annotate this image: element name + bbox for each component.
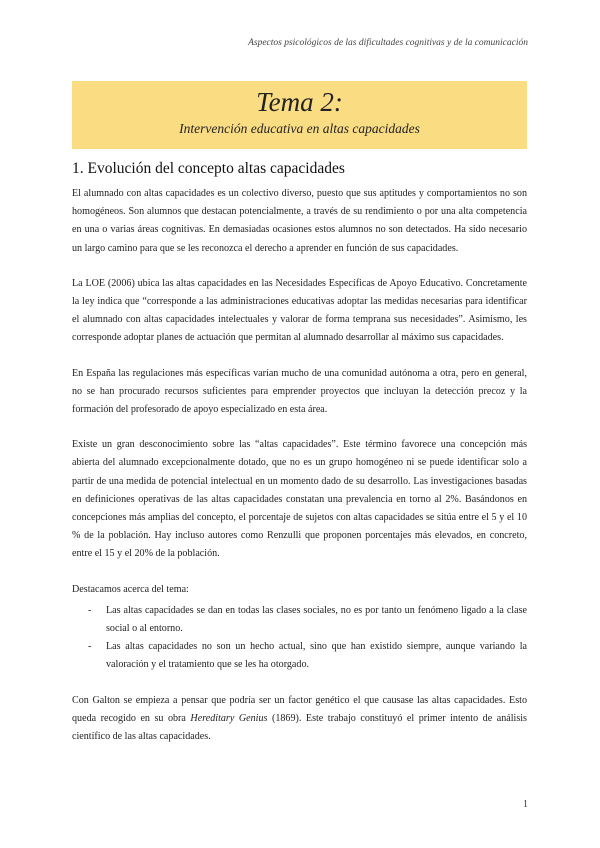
page-subtitle: Intervención educativa en altas capacidades bbox=[179, 121, 420, 136]
list-item-text: Las altas capacidades se dan en todas las clases sociales, no es por tanto un fenómeno ligado a la clase social o al entorno. bbox=[106, 604, 527, 635]
dash-marker: - bbox=[88, 641, 92, 653]
galton-text-before: Con Galton se empieza a pensar que podría ser un factor genético el que causase las altas capacidades. Esto queda recogido en su obra bbox=[72, 694, 527, 724]
paragraph-4: Existe un gran desconocimiento sobre las “altas capacidades”. Este término favorece una concepción más abierta del alumnado excepcionalmente dotado, que no es un grupo homogéneo ni se puede identificar solo a partir de una medida de potencial intelectual en un momento dado de su desarrollo. Las investigaciones basadas en definiciones operativas de las altas capacidades constatan una prevalencia en torno al 2%. Basándonos en concepciones más amplias del concepto, el porcentaje de sujetos con altas capacidades se sitúa entre el 5 y el 10 % de la población. Hay incluso autores como Renzulli que proponen porcentajes más elevados, en concreto, entre el 15 y el 20% de la población. bbox=[72, 439, 527, 560]
list-item bbox=[72, 602, 527, 638]
document-body bbox=[72, 159, 527, 763]
list-intro: Destacamos acerca del tema: bbox=[72, 583, 189, 595]
page-title: Tema 2: bbox=[256, 87, 343, 117]
section-heading: 1. Evolución del concepto altas capacidades bbox=[72, 160, 345, 177]
dash-marker: - bbox=[88, 604, 92, 616]
paragraph-galton bbox=[72, 692, 527, 747]
galton-text-after: (1869). Este trabajo constituyó el primer intento de análisis científico de las altas capacidades. bbox=[72, 712, 527, 743]
page-number: 1 bbox=[523, 799, 528, 810]
bullet-list bbox=[72, 602, 527, 675]
book-title: Hereditary Genius bbox=[190, 712, 268, 724]
list-item-text: Las altas capacidades no son un hecho actual, sino que han existido siempre, aunque variando la valoración y el tratamiento que se les ha otorgado. bbox=[106, 641, 527, 671]
paragraph-2: La LOE (2006) ubica las altas capacidades en las Necesidades Específicas de Apoyo Educativo. Concretamente la ley indica que “corresponde a las administraciones educativas adoptar las medidas necesarias para identificar el alumnado con altas capacidades intelectuales y valorar de forma temprana sus necesidades”. Asimismo, les corresponde adoptar planes de actuación que permitan al alumnado desarrollar al máximo sus capacidades. bbox=[72, 277, 527, 344]
list-item bbox=[72, 638, 527, 674]
title-banner bbox=[72, 81, 527, 149]
paragraph-3: En España las regulaciones más específicas varían mucho de una comunidad autónoma a otra, pero en general, no se han procurado recursos suficientes para emprender proyectos que incluyan la detección precoz y la formación del profesorado de apoyo especializado en esta área. bbox=[72, 367, 527, 416]
paragraph-1: El alumnado con altas capacidades es un colectivo diverso, puesto que sus aptitudes y comportamientos no son homogéneos. Son alumnos que destacan potencialmente, a través de su rendimiento o por una alta competencia en una o varias áreas cognitivas. En demasiadas ocasiones estos alumnos no son detectados. Ha sido necesario un largo camino para que se les reconozca el derecho a aprender en función de sus capacidades. bbox=[72, 188, 527, 254]
running-header: Aspectos psicológicos de las dificultades cognitivas y de la comunicación bbox=[248, 38, 528, 48]
